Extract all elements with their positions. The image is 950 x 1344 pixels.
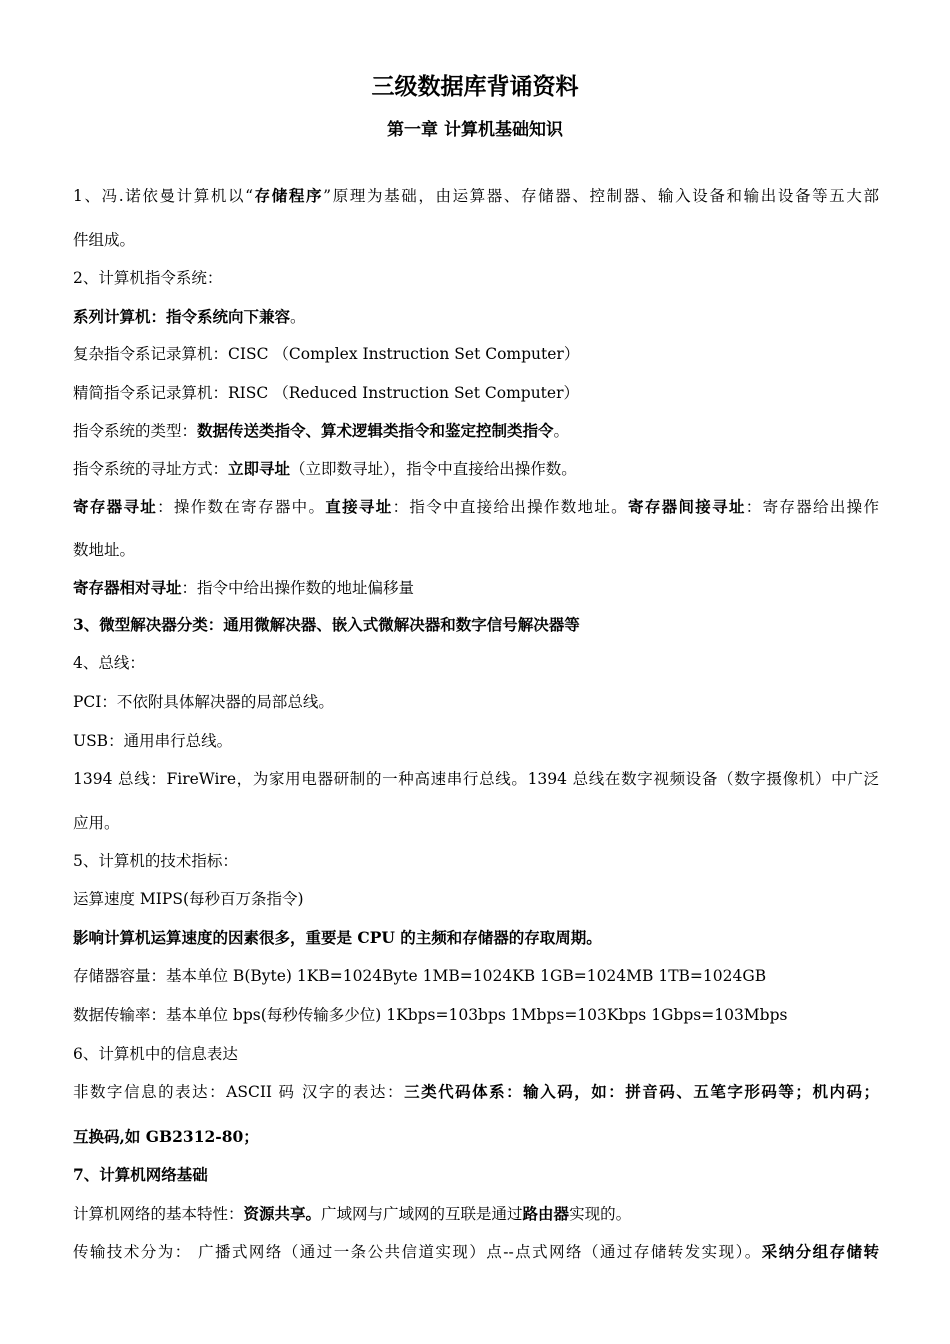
text-run: 。 xyxy=(290,308,306,326)
document-title: 三级数据库背诵资料 xyxy=(371,73,579,100)
bold-text: 互换码,如 GB2312-80； xyxy=(73,1127,259,1146)
text-line xyxy=(73,342,879,366)
text-line xyxy=(73,1163,879,1187)
text-run: 运算速度 MIPS(每秒百万条指令) xyxy=(73,890,304,908)
text-run: （立即数寻址），指令中直接给出操作数。 xyxy=(290,460,577,478)
text-run: 非数字信息的表达：ASCII 码 汉字的表达： xyxy=(73,1083,405,1101)
text-run: 应用。 xyxy=(73,814,120,832)
text-line xyxy=(73,690,879,714)
text-line xyxy=(73,926,879,950)
text-run: 指令系统的类型： xyxy=(73,422,198,440)
text-line xyxy=(73,184,879,208)
text-run: ”原理为基础，由运算器、存储器、控制器、输入设备和输出设备等五大部 xyxy=(323,187,879,205)
text-line xyxy=(73,1042,879,1066)
text-line xyxy=(73,576,879,600)
text-line xyxy=(73,381,879,405)
bold-text: 资源共享。 xyxy=(243,1204,322,1223)
text-line xyxy=(73,1240,879,1264)
text-line xyxy=(73,1202,879,1226)
text-run: 1、冯.诺依曼计算机以“ xyxy=(73,187,254,205)
text-run: 数地址。 xyxy=(73,541,136,559)
text-run: 实现的。 xyxy=(569,1205,632,1223)
text-run: ：操作数在寄存器中。 xyxy=(157,498,326,516)
text-run: 1394 总线：FireWire，为家用电器研制的一种高速串行总线。1394 总线在数字视频设备（数字摄像机）中广泛 xyxy=(73,770,879,788)
bold-text: 直接寻址 xyxy=(325,497,393,516)
bold-text: 三类代码体系：输入码，如：拼音码、五笔字形码等；机内码； xyxy=(404,1082,879,1101)
text-run: PCI：不依附具体解决器的局部总线。 xyxy=(73,693,334,711)
text-line xyxy=(73,1080,879,1104)
text-line xyxy=(73,613,879,637)
text-line xyxy=(73,729,879,753)
chapter-heading: 第一章 计算机基础知识 xyxy=(387,120,563,140)
text-run: 件组成。 xyxy=(73,231,136,249)
text-run: 广域网与广域网的互联是通过 xyxy=(321,1205,523,1223)
bold-text: 寄存器相对寻址 xyxy=(73,578,182,597)
text-line xyxy=(73,964,879,988)
text-run: 6、计算机中的信息表达 xyxy=(73,1045,238,1063)
bold-text: 3、微型解决器分类：通用微解决器、嵌入式微解决器和数字信号解决器等 xyxy=(73,615,580,634)
text-run: 指令系统的寻址方式： xyxy=(73,460,229,478)
text-run: 复杂指令系记录算机：CISC （Complex Instruction Set Computer） xyxy=(73,345,580,363)
text-run: 数据传输率：基本单位 bps(每秒传输多少位) 1Kbps=103bps 1Mbps=103Kbps 1Gbps=103Mbps xyxy=(73,1006,788,1024)
text-run: 2、计算机指令系统： xyxy=(73,269,223,287)
bold-text: 路由器 xyxy=(522,1204,570,1223)
text-line xyxy=(73,266,879,290)
text-line xyxy=(73,811,879,835)
text-run: 精简指令系记录算机：RISC （Reduced Instruction Set Computer） xyxy=(73,384,579,402)
bold-text: 影响计算机运算速度的因素很多，重要是 CPU 的主频和存储器的存取周期。 xyxy=(73,928,602,947)
text-line xyxy=(73,849,879,873)
text-line xyxy=(73,538,879,562)
bold-text: 存储程序 xyxy=(253,186,324,205)
bold-text: 7、计算机网络基础 xyxy=(73,1165,208,1184)
text-line xyxy=(73,495,879,519)
bold-text: 寄存器间接寻址 xyxy=(628,497,746,516)
text-line xyxy=(73,1125,879,1149)
text-line xyxy=(73,419,879,443)
text-line xyxy=(73,228,879,252)
text-line xyxy=(73,651,879,675)
text-run: 4、总线： xyxy=(73,654,145,672)
text-line xyxy=(73,767,879,791)
text-run: 5、计算机的技术指标： xyxy=(73,852,238,870)
bold-text: 系列计算机：指令系统向下兼容 xyxy=(73,307,291,326)
text-run: 。 xyxy=(553,422,570,440)
text-run: ：寄存器给出操作 xyxy=(745,498,879,516)
text-run: USB：通用串行总线。 xyxy=(73,732,233,750)
text-line xyxy=(73,305,879,329)
bold-text: 数据传送类指令、算术逻辑类指令和鉴定控制类指令 xyxy=(197,421,554,440)
text-run: 存储器容量：基本单位 B(Byte) 1KB=1024Byte 1MB=1024KB 1GB=1024MB 1TB=1024GB xyxy=(73,967,767,985)
text-line xyxy=(73,1003,879,1027)
bold-text: 寄存器寻址 xyxy=(73,497,158,516)
text-run: 传输技术分为： 广播式网络（通过一条公共信道实现）点--点式网络（通过存储转发实现）。 xyxy=(73,1243,762,1261)
text-run: ：指令中直接给出操作数地址。 xyxy=(392,498,629,516)
text-run: 计算机网络的基本特性： xyxy=(73,1205,244,1223)
bold-text: 立即寻址 xyxy=(228,459,291,478)
text-line xyxy=(73,887,879,911)
bold-text: 采纳分组存储转 xyxy=(761,1242,879,1261)
text-line xyxy=(73,457,879,481)
text-run: ：指令中给出操作数的地址偏移量 xyxy=(181,579,415,597)
